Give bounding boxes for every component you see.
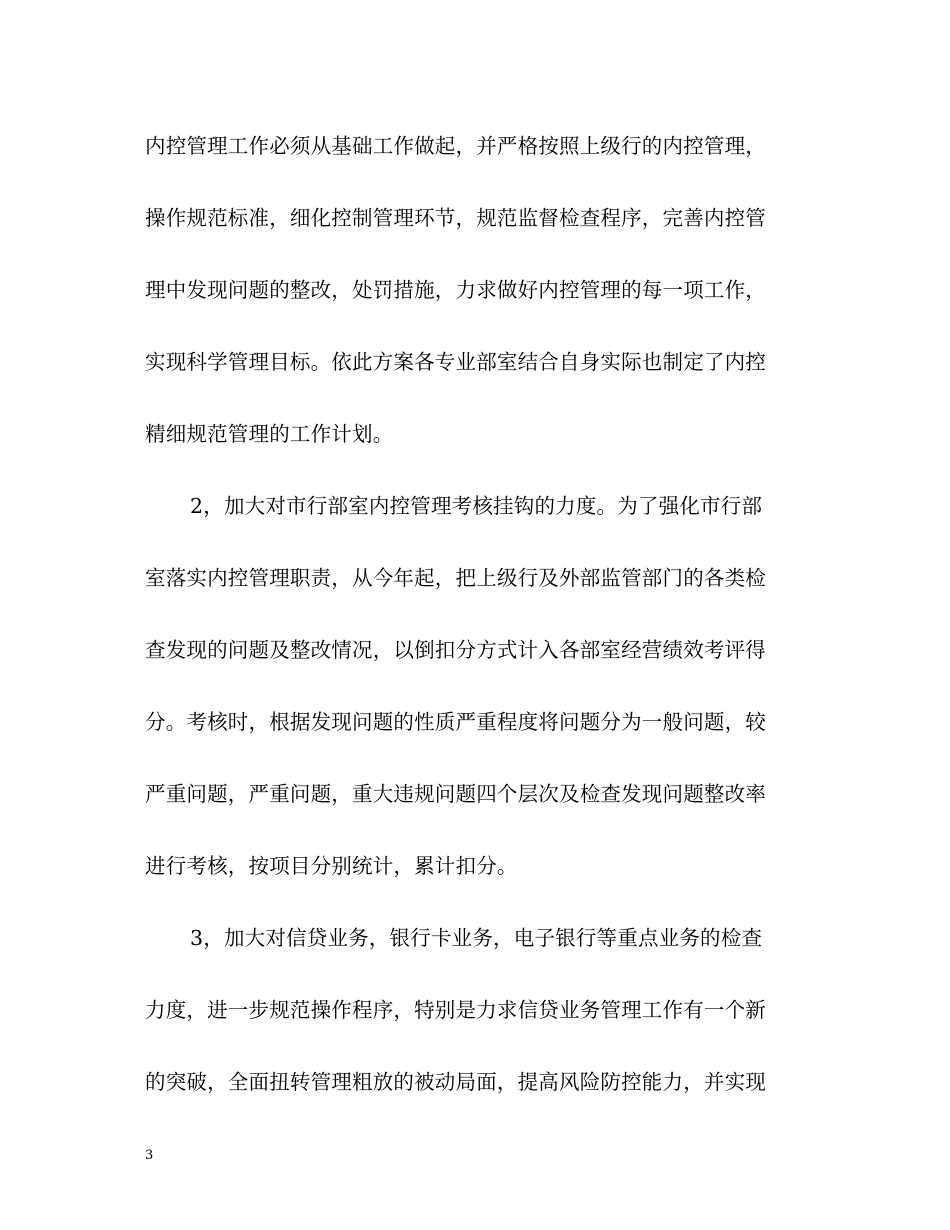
body-text-line: 分。考核时，根据发现问题的性质严重程度将问题分为一般问题，较 — [145, 710, 766, 734]
body-text-line: 严重问题，严重问题，重大违规问题四个层次及检查发现问题整改率 — [145, 782, 766, 806]
body-text-line: 力度，进一步规范操作程序，特别是力求信贷业务管理工作有一个新 — [145, 998, 766, 1022]
body-text-line: 精细规范管理的工作计划。 — [145, 422, 394, 446]
page-number: 3 — [145, 1148, 154, 1163]
paragraph-first-line: 2，加大对市行部室内控管理考核挂钩的力度。为了强化市行部 — [190, 494, 763, 518]
body-text-line: 查发现的问题及整改情况，以倒扣分方式计入各部室经营绩效考评得 — [145, 638, 766, 662]
body-text-line: 实现科学管理目标。依此方案各专业部室结合自身实际也制定了内控 — [145, 350, 766, 374]
body-text-line: 室落实内控管理职责，从今年起，把上级行及外部监管部门的各类检 — [145, 566, 766, 590]
body-text-line: 理中发现问题的整改，处罚措施，力求做好内控管理的每一项工作， — [145, 278, 766, 302]
paragraph-first-line: 3，加大对信贷业务，银行卡业务，电子银行等重点业务的检查 — [190, 926, 763, 950]
body-text-line: 进行考核，按项目分别统计，累计扣分。 — [145, 854, 518, 878]
body-text-line: 操作规范标准，细化控制管理环节，规范监督检查程序，完善内控管 — [145, 206, 766, 230]
body-text-line: 内控管理工作必须从基础工作做起，并严格按照上级行的内控管理， — [145, 134, 766, 158]
body-text-line: 的突破，全面扭转管理粗放的被动局面，提高风险防控能力，并实现 — [145, 1070, 766, 1094]
